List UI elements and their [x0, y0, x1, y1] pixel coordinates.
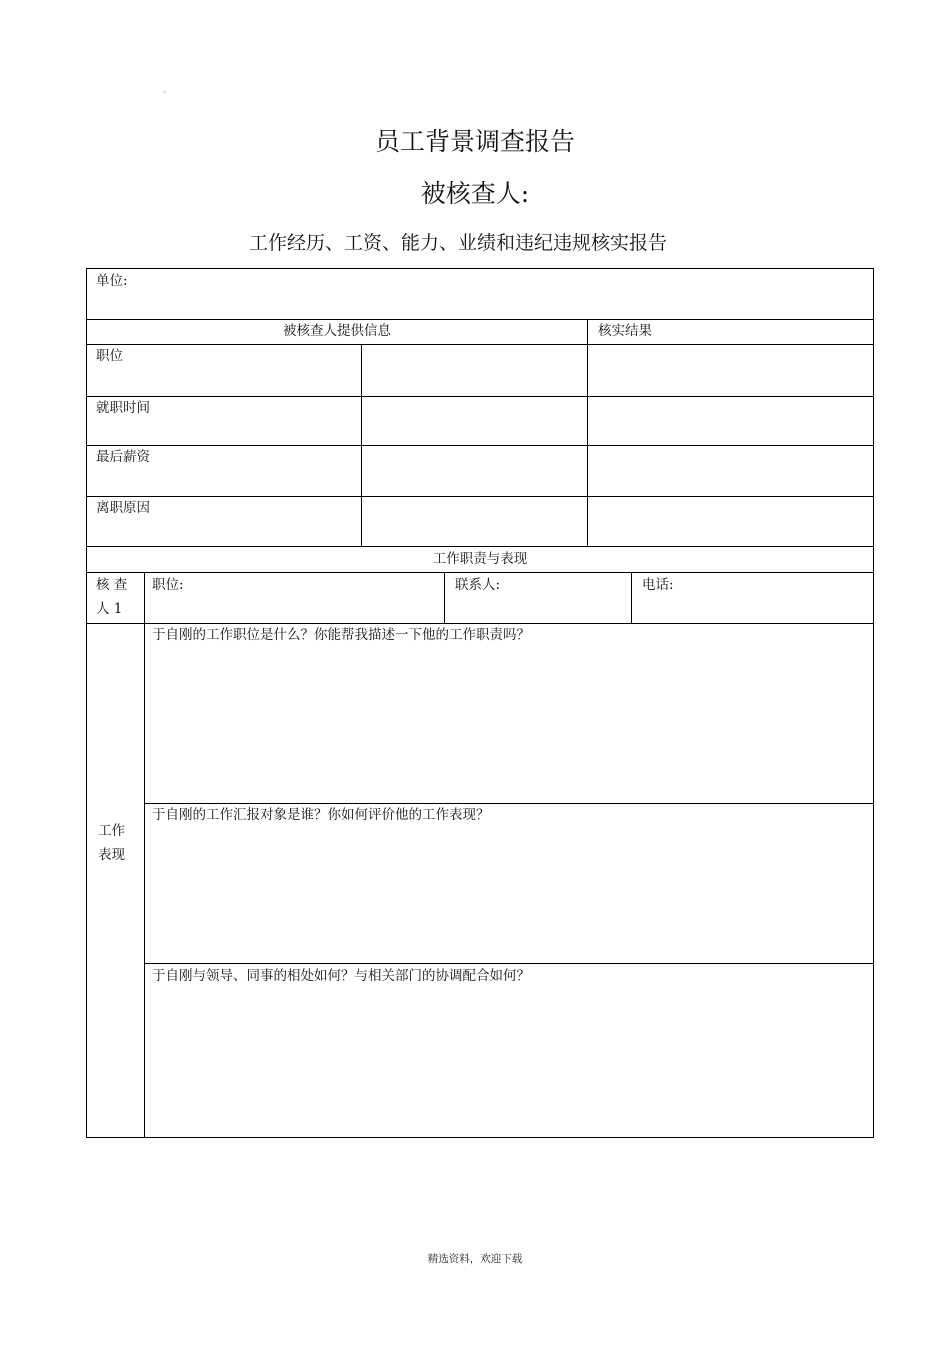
checker-contact-label: 联系人: [455, 577, 501, 593]
performance-question-3: 于自刚与领导、同事的相处如何？与相关部门的协调配合如何？ [152, 968, 530, 984]
page-subtitle: 工作经历、工资、能力、业绩和违纪违规核实报告 [248, 232, 667, 254]
performance-question-2: 于自刚的工作汇报对象是谁？你如何评价他的工作表现？ [152, 807, 490, 823]
rule [144, 963, 873, 964]
rule [87, 445, 873, 446]
rule [87, 546, 873, 547]
performance-label-line1: 工作 [98, 823, 125, 839]
checker-position-label: 职位: [152, 577, 184, 593]
checker-label-line1: 核 查 [96, 577, 128, 593]
provided-info-header: 被核查人提供信息 [283, 323, 391, 339]
rule [87, 623, 873, 624]
rule [87, 344, 873, 345]
rule [87, 319, 873, 320]
row-label-final-salary: 最后薪资 [96, 449, 150, 465]
subject-label: 被核查人: [420, 179, 530, 208]
rule [144, 572, 145, 1137]
rule [87, 572, 873, 573]
corner-mark: 。 [163, 85, 171, 94]
verification-result-header: 核实结果 [598, 323, 652, 339]
performance-label-line2: 表现 [98, 847, 125, 863]
row-label-tenure: 就职时间 [96, 400, 150, 416]
performance-question-1: 于自刚的工作职位是什么？你能帮我描述一下他的工作职责吗？ [152, 627, 530, 643]
rule [587, 319, 588, 546]
row-label-leave-reason: 离职原因 [96, 500, 150, 516]
footer-note: 精选资料，欢迎下载 [427, 1253, 523, 1265]
row-label-position: 职位 [96, 348, 123, 364]
page-title: 员工背景调查报告 [374, 127, 575, 156]
rule [361, 344, 362, 546]
checker-label-line2: 人 1 [96, 601, 123, 617]
rule [144, 803, 873, 804]
rule [87, 496, 873, 497]
rule [444, 572, 445, 623]
rule [631, 572, 632, 623]
background-check-form [86, 268, 874, 1138]
rule [87, 396, 873, 397]
duties-section-header: 工作职责与表现 [432, 551, 528, 567]
unit-label: 单位: [96, 273, 128, 289]
checker-phone-label: 电话: [642, 577, 674, 593]
